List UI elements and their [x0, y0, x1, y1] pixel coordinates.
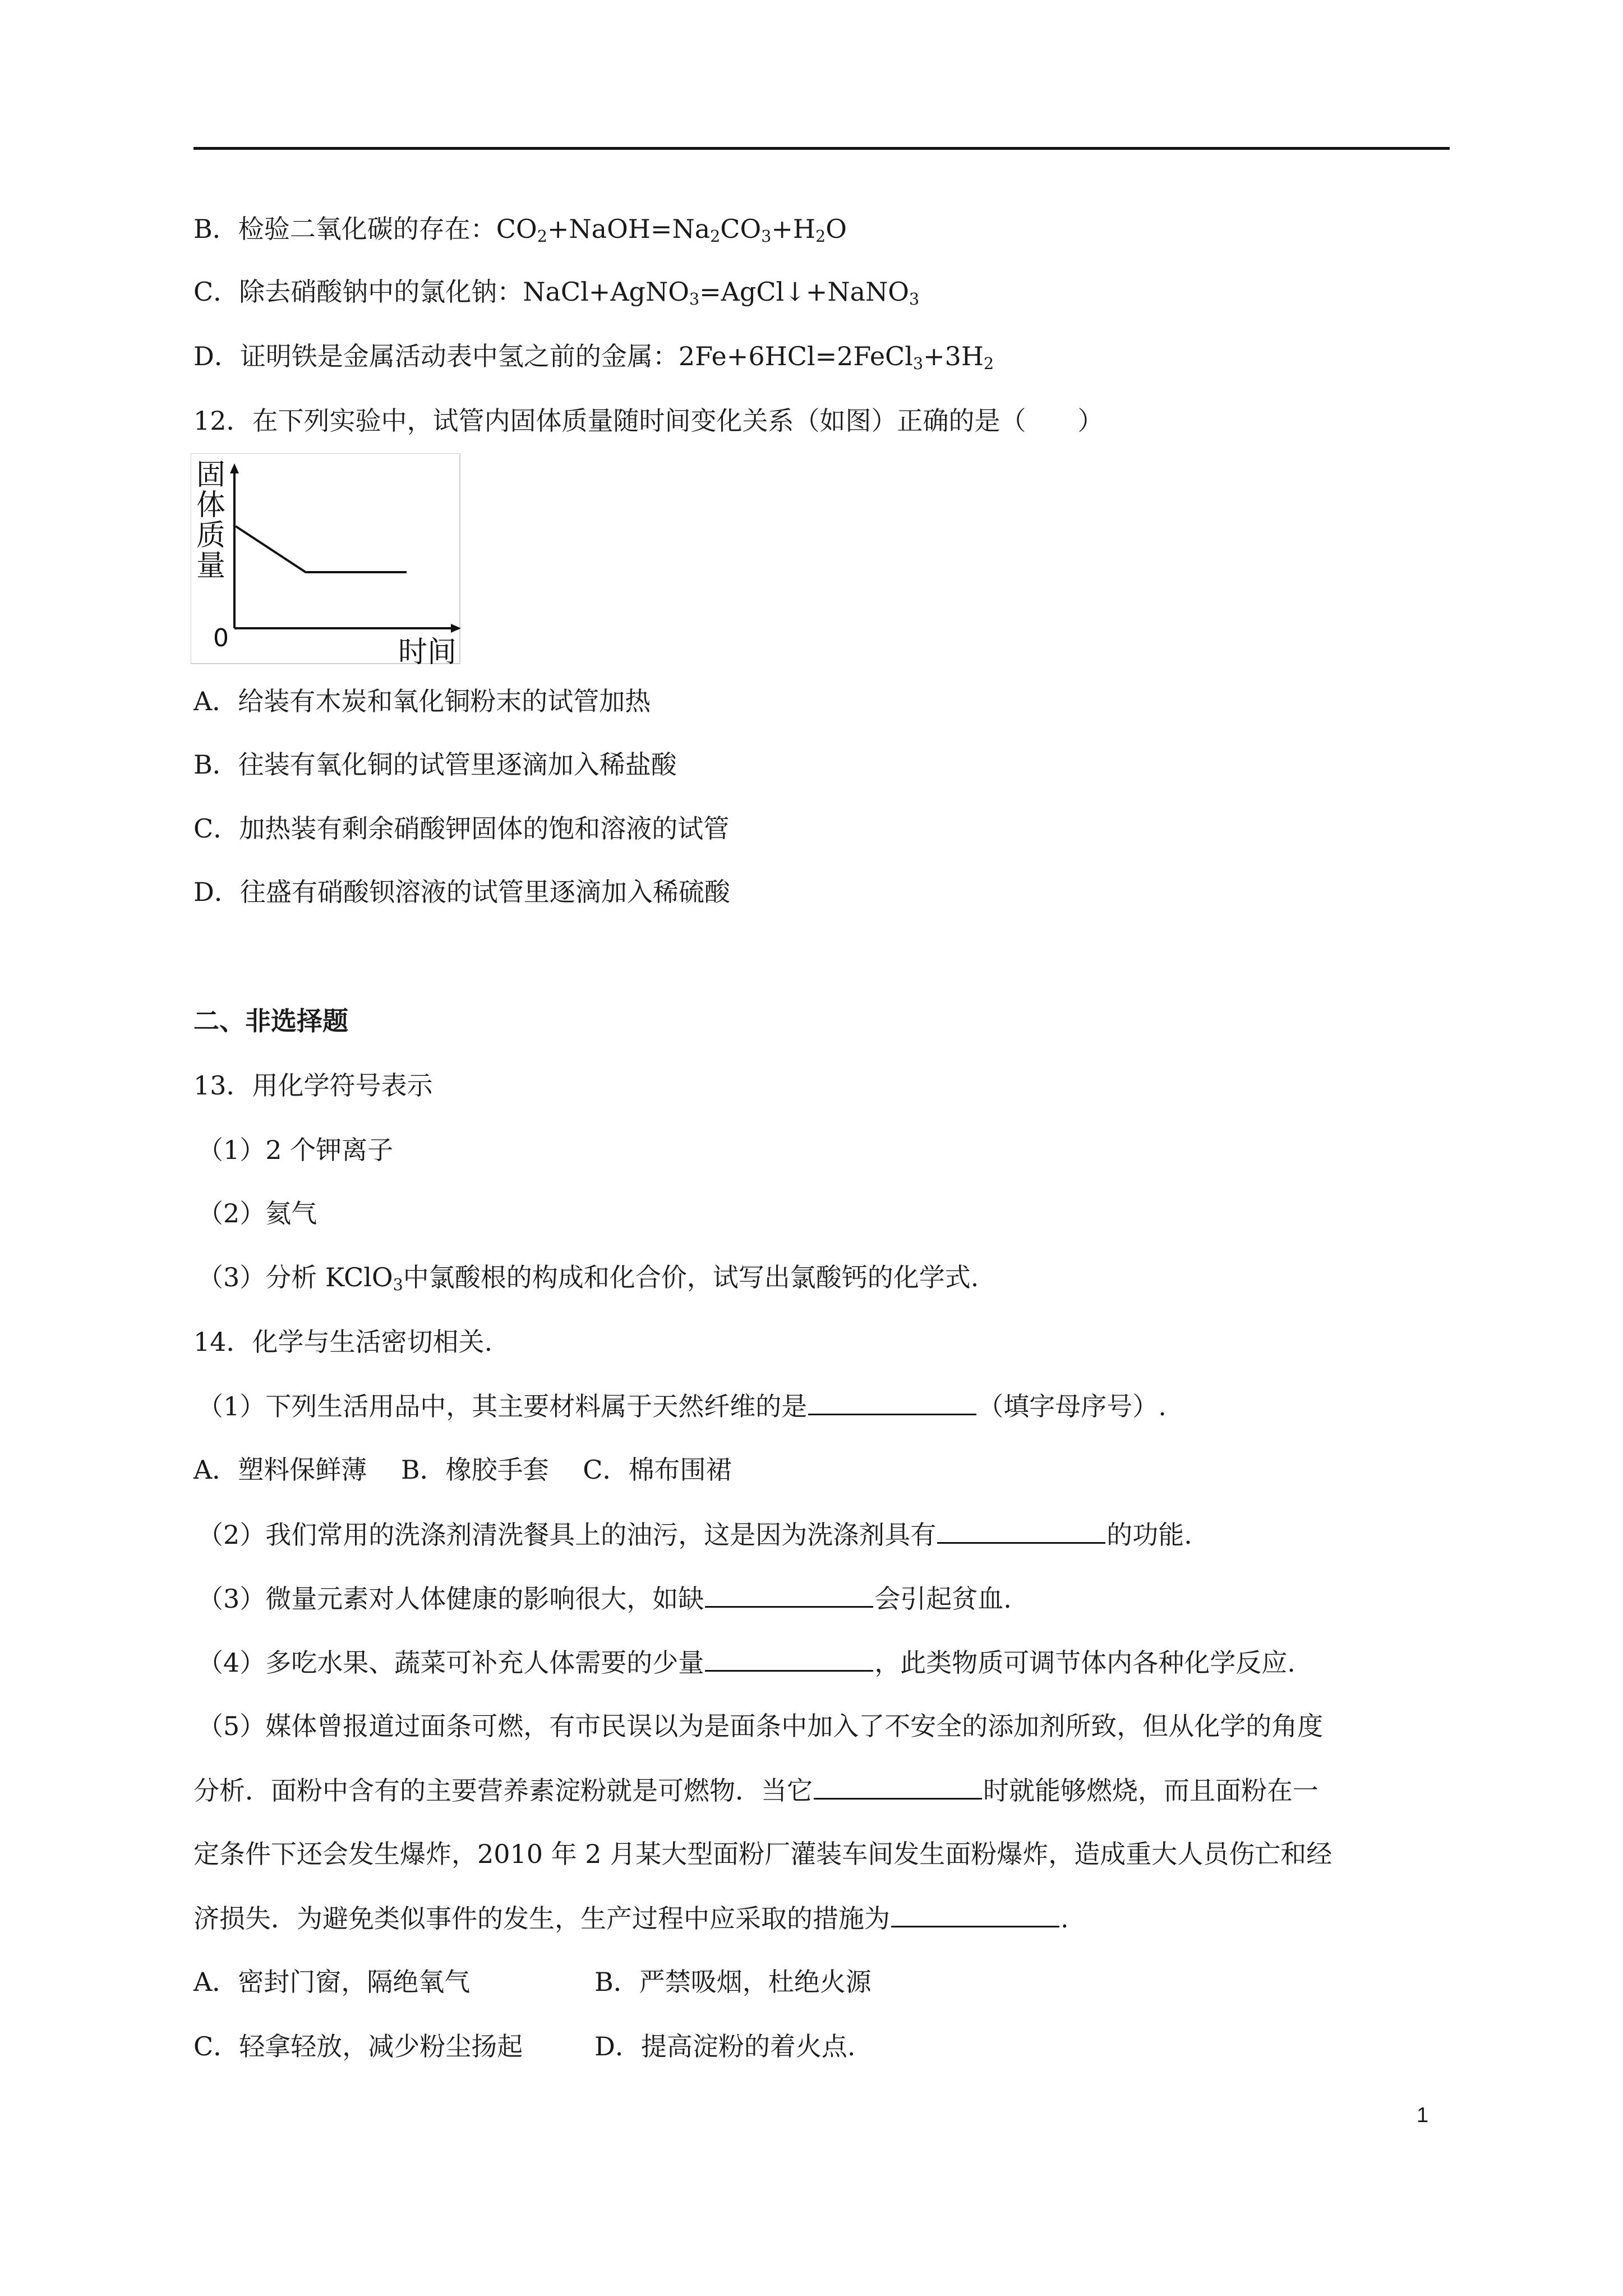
- section-2-heading: 二、非选择题: [193, 1006, 348, 1036]
- answer-blank[interactable]: [937, 1517, 1105, 1544]
- q12-option-c: C．加热装有剩余硝酸钾固体的饱和溶液的试管: [193, 813, 730, 844]
- q13-part-2: （2）氦气: [197, 1198, 317, 1228]
- q14-part-5-line-4: 济损失．为避免类似事件的发生，生产过程中应采取的措施为 .: [193, 1901, 1455, 1935]
- q14-part-1-options: A．塑料保鲜薄 B．橡胶手套 C．棉布围裙: [193, 1455, 732, 1485]
- q14-option-c: C．轻拿轻放，减少粉尘扬起: [193, 2031, 523, 2062]
- graph-y-label-char-1: 固: [196, 458, 226, 492]
- q14-part-5-line-2: 分析．面粉中含有的主要营养素淀粉就是可燃物．当它 时就能够燃烧，而且面粉在一: [193, 1773, 1455, 1807]
- q14-part-3: （3）微量元素对人体健康的影响很大，如缺 会引起贫血.: [197, 1581, 1459, 1616]
- q12-option-d: D．往盛有硝酸钡溶液的试管里逐滴加入稀硫酸: [193, 877, 730, 907]
- graph-y-arrow: [230, 463, 239, 473]
- q14-part-5-line-1: （5）媒体曾报道过面条可燃，有市民误以为是面条中加入了不安全的添加剂所致，但从化学的角度: [197, 1711, 1324, 1741]
- answer-blank[interactable]: [891, 1901, 1059, 1927]
- q13-part-1: （1）2 个钾离子: [197, 1135, 394, 1165]
- q14-part-4: （4）多吃水果、蔬菜可补充人体需要的少量 ，此类物质可调节体内各种化学反应.: [197, 1645, 1459, 1680]
- graph-y-label-char-2: 体: [196, 489, 226, 522]
- q11-option-d: D．证明铁是金属活动表中氢之前的金属：$2Fe+6HCl=2FeCl_3+3H_2$: [193, 341, 994, 374]
- graph-curve: [236, 526, 407, 572]
- q11-option-c: C．除去硝酸钠中的氯化钠：NaCl+AgNO$_3$=AgCl↓+NaNO$_3$: [193, 277, 920, 309]
- page-number: 1: [1417, 2104, 1429, 2127]
- q12-option-a: A．给装有木炭和氧化铜粉末的试管加热: [193, 686, 651, 716]
- q14-part-1: （1）下列生活用品中，其主要材料属于天然纤维的是 （填字母序号）.: [197, 1389, 1459, 1423]
- answer-blank[interactable]: [814, 1773, 982, 1800]
- q11-option-b: B．检验二氧化碳的存在：$CO_2+NaOH=Na_2CO_3+H_2O$: [193, 214, 847, 246]
- header-rule: [193, 147, 1450, 150]
- answer-blank[interactable]: [808, 1389, 976, 1415]
- answer-blank[interactable]: [705, 1581, 873, 1608]
- q12-graph: [191, 453, 471, 666]
- q14-option-b: B．严禁吸烟，杜绝火源: [594, 1967, 872, 1997]
- graph-y-label-char-3: 质: [196, 519, 226, 553]
- graph-frame: [191, 453, 460, 664]
- q14-part-5-line-3: 定条件下还会发生爆炸，2010 年 2 月某大型面粉厂灌装车间发生面粉爆炸，造成重大人员伤亡和经: [193, 1839, 1332, 1869]
- q14-part-2: （2）我们常用的洗涤剂清洗餐具上的油污，这是因为洗涤剂具有 的功能.: [197, 1517, 1459, 1552]
- q14-stem: 14．化学与生活密切相关.: [193, 1327, 493, 1357]
- q14-option-a: A．密封门窗，隔绝氧气: [193, 1967, 471, 1997]
- q13-part-3: （3）分析 KClO$_3$中氯酸根的构成和化合价，试写出氯酸钙的化学式.: [197, 1262, 979, 1295]
- graph-x-label: 时间: [398, 636, 457, 666]
- q12-stem: 12．在下列实验中，试管内固体质量随时间变化关系（如图）正确的是（ ）: [193, 406, 1104, 436]
- graph-origin-label: 0: [213, 624, 229, 652]
- answer-blank[interactable]: [705, 1645, 873, 1672]
- q12-option-b: B．往装有氧化铜的试管里逐滴加入稀盐酸: [193, 749, 677, 780]
- q14-option-d: D．提高淀粉的着火点.: [594, 2031, 856, 2062]
- q13-stem: 13．用化学符号表示: [193, 1070, 433, 1101]
- graph-y-label-char-4: 量: [196, 549, 226, 583]
